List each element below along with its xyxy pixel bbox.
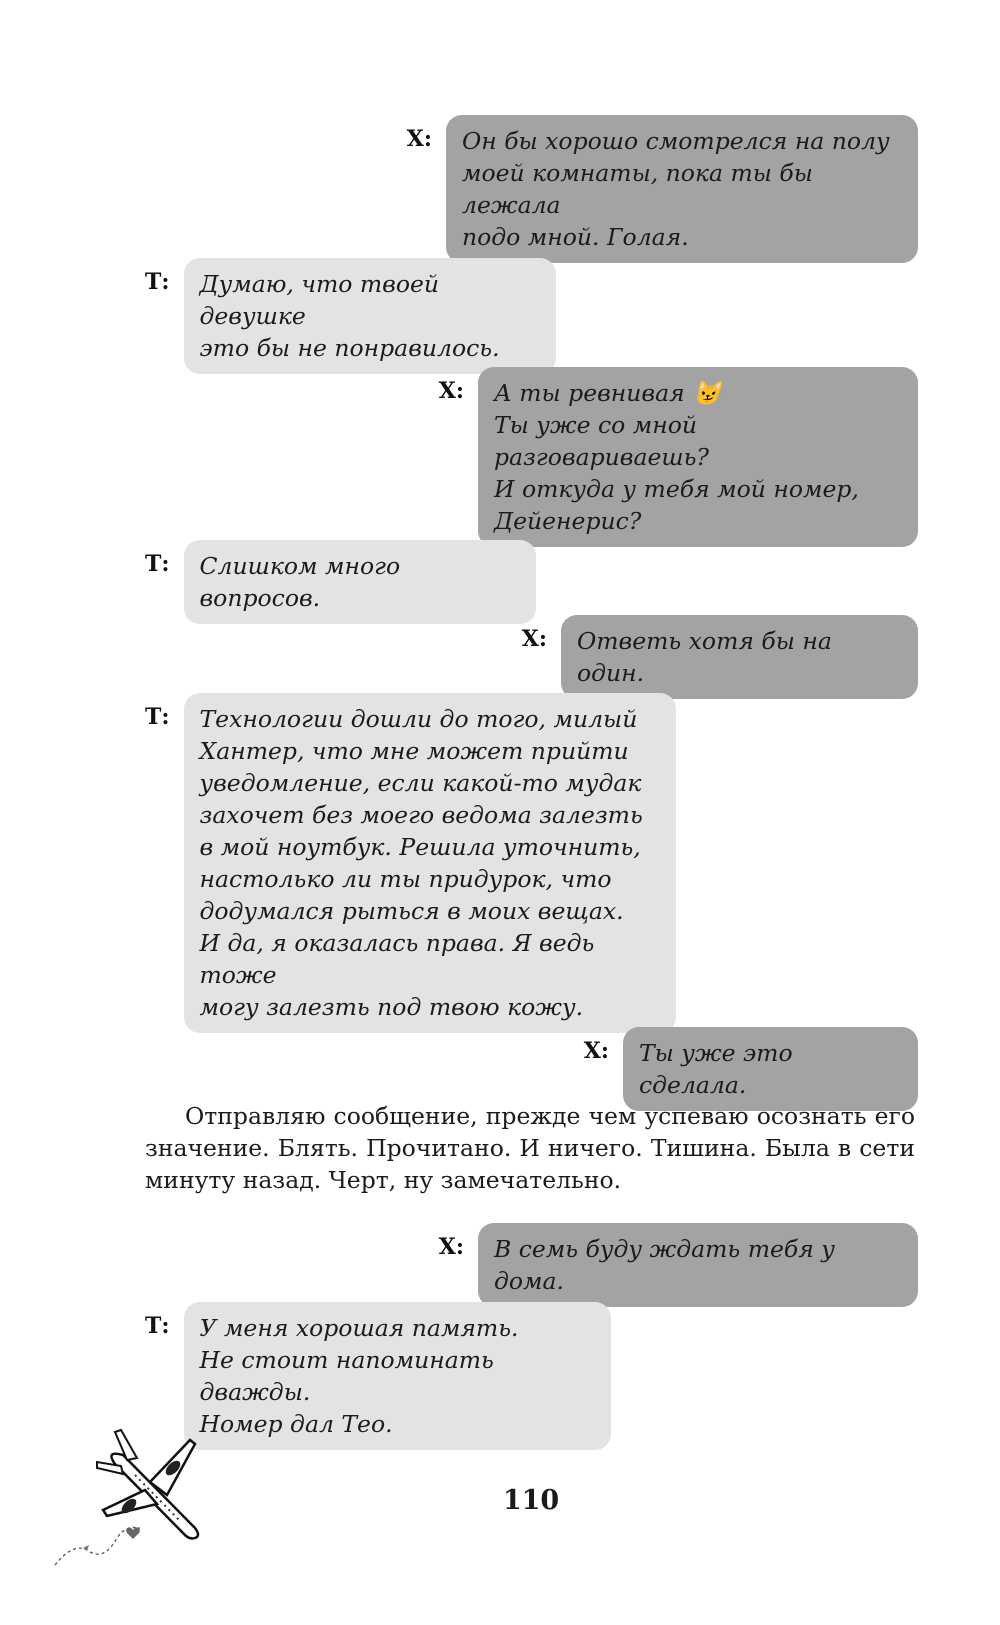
message-row-t	[145, 693, 676, 1033]
message-row-x	[439, 1223, 918, 1307]
sender-label: Т:	[145, 704, 170, 730]
narration-paragraph: Отправляю сообщение, прежде чем успеваю осознать его значение. Блять. Прочитано. И ничего. Тишина. Была в сети минуту назад. Черт, ну замечательно.	[145, 1102, 915, 1194]
message-row-x	[439, 367, 918, 547]
sender-label: X:	[406, 126, 432, 152]
message-row-t	[145, 540, 536, 624]
sender-label: X:	[438, 378, 464, 404]
sender-label: X:	[521, 626, 547, 652]
message-bubble-incoming: Технологии дошли до того, милый Хантер, что мне может прийти уведомление, если какой-то мудак захочет без моего ведома залезть в мой ноутбук. Решила уточнить, настолько ли ты придурок, что додумался рыться в моих вещах. И да, я оказалась права. Я ведь тоже могу залезть под твою кожу.	[184, 693, 676, 1033]
message-bubble-outgoing: А ты ревнивая 😼 Ты уже со мной разговариваешь? И откуда у тебя мой номер, Дейенерис?	[478, 367, 918, 547]
message-row-x	[584, 1027, 918, 1111]
message-bubble-incoming: Слишком много вопросов.	[184, 540, 536, 624]
message-row-x	[522, 615, 918, 699]
message-bubble-outgoing: Ответь хотя бы на один.	[561, 615, 918, 699]
message-bubble-outgoing: Ты уже это сделала.	[623, 1027, 918, 1111]
page-number: 110	[502, 1485, 560, 1516]
sender-label: Т:	[145, 269, 170, 295]
sender-label: Т:	[145, 551, 170, 577]
message-bubble-outgoing: В семь буду ждать тебя у дома.	[478, 1223, 918, 1307]
message-row-x	[407, 115, 918, 263]
message-bubble-outgoing: Он бы хорошо смотрелся на полу моей комнаты, пока ты бы лежала подо мной. Голая.	[446, 115, 918, 263]
sender-label: X:	[583, 1038, 609, 1064]
sender-label: Т:	[145, 1313, 170, 1339]
sender-label: X:	[438, 1234, 464, 1260]
message-bubble-incoming: Думаю, что твоей девушке это бы не понравилось.	[184, 258, 556, 374]
message-row-t	[145, 258, 556, 374]
message-bubble-incoming: У меня хорошая память. Не стоит напоминать дважды. Номер дал Тео.	[184, 1302, 611, 1450]
